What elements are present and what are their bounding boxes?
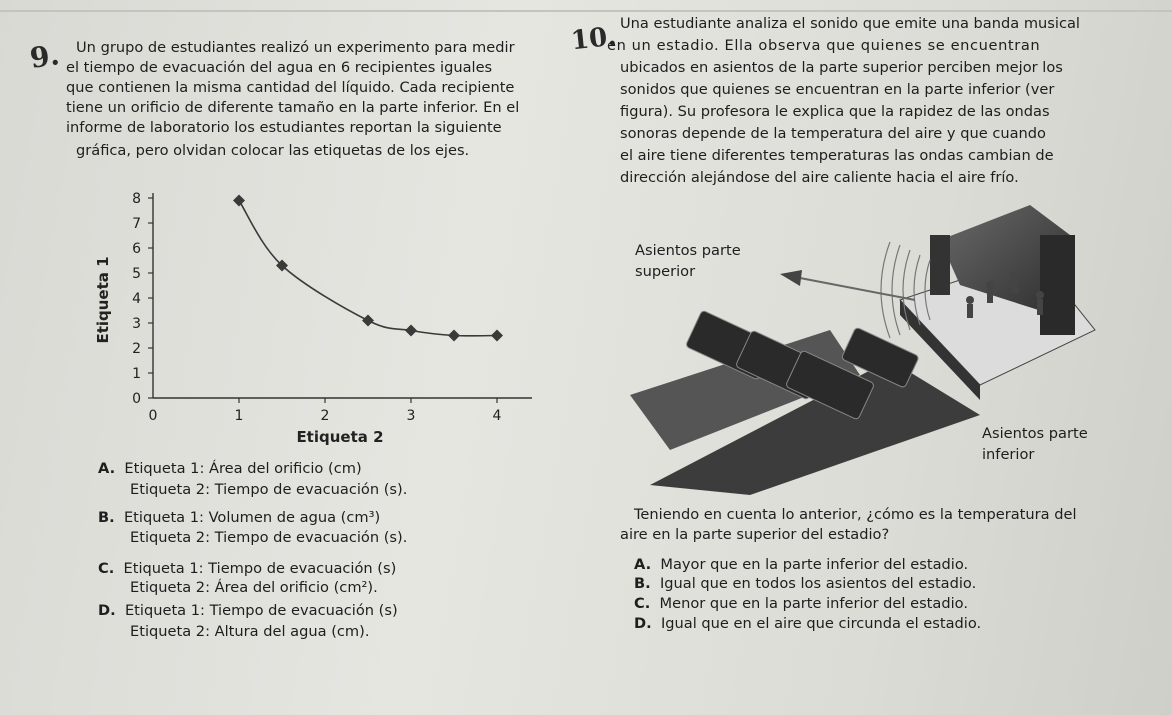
chart-x-tick-label: 2 — [320, 408, 330, 424]
chart-y-tick-label: 3 — [132, 316, 141, 332]
label-lower-seats: Asientos parte — [982, 425, 1088, 442]
chart-y-tick-label: 8 — [132, 191, 141, 207]
stadium-figure — [630, 200, 1100, 495]
option-letter: D. — [98, 602, 116, 619]
chart-data-point — [491, 330, 503, 342]
chart-data-point — [448, 330, 460, 342]
option-text: Igual que en el aire que circunda el estadio. — [660, 615, 982, 632]
chart-x-tick-label: 1 — [234, 408, 244, 424]
option-text: Etiqueta 1: Tiempo de evacuación (s) — [123, 560, 397, 577]
chart-y-tick-label: 4 — [132, 291, 141, 307]
option-text: Etiqueta 2: Tiempo de evacuación (s). — [130, 529, 408, 546]
chart-x-tick-label: 0 — [148, 408, 158, 424]
chart-y-axis-label: Etiqueta 1 — [94, 256, 112, 344]
option-text: Igual que en todos los asientos del estadio. — [659, 575, 977, 592]
option-letter: A. — [634, 556, 652, 573]
option-letter: D. — [634, 615, 652, 632]
q9-stem-line: gráfica, pero olvidan colocar las etiquetas de los ejes. — [76, 142, 470, 159]
q10-option-b[interactable] — [634, 574, 976, 594]
q10-stem-line: dirección alejándose del aire caliente hacia el aire frío. — [620, 169, 1019, 186]
q9-stem-line: el tiempo de evacuación del agua en 6 recipientes iguales — [66, 59, 493, 76]
chart-y-tick-label: 6 — [132, 241, 141, 257]
q10-question-line: Teniendo en cuenta lo anterior, ¿cómo es la temperatura del — [634, 506, 1077, 523]
option-letter: B. — [98, 509, 115, 526]
q9-stem-line: Un grupo de estudiantes realizó un experimento para medir — [76, 39, 515, 56]
q9-stem-line: que contienen la misma cantidad del líquido. Cada recipiente — [66, 79, 515, 96]
chart-y-tick-label: 5 — [132, 266, 141, 282]
q10-stem-line: en un estadio. Ella observa que quienes se encuentran — [607, 37, 1041, 54]
option-letter: C. — [634, 595, 651, 612]
q10-stem-line: el aire tiene diferentes temperaturas las ondas cambian de — [620, 147, 1054, 164]
q10-option-c[interactable] — [634, 594, 968, 614]
chart-data-point — [362, 315, 374, 327]
label-lower-seats: inferior — [982, 446, 1035, 463]
q10-stem-line: ubicados en asientos de la parte superior perciben mejor los — [620, 59, 1063, 76]
option-text: Etiqueta 2: Altura del agua (cm). — [130, 623, 370, 640]
q9-stem-line: tiene un orificio de diferente tamaño en la parte inferior. En el — [66, 99, 520, 116]
option-text: Etiqueta 2: Área del orificio (cm²). — [130, 579, 378, 596]
chart-x-tick-label: 3 — [406, 408, 416, 424]
q9-stem-line: informe de laboratorio los estudiantes reportan la siguiente — [66, 119, 502, 136]
q10-stem-line: sonoras depende de la temperatura del aire y que cuando — [620, 125, 1046, 142]
option-text: Etiqueta 1: Área del orificio (cm) — [124, 460, 362, 477]
option-text: Etiqueta 2: Tiempo de evacuación (s). — [130, 481, 408, 498]
chart-y-tick-label: 0 — [132, 391, 141, 407]
paper-edge — [0, 10, 1172, 12]
q10-question-line: aire en la parte superior del estadio? — [620, 526, 890, 543]
speaker-tower — [1040, 235, 1075, 335]
option-letter: A. — [98, 460, 116, 477]
q10-stem-line: Una estudiante analiza el sonido que emite una banda musical — [620, 15, 1080, 32]
arrow-head-icon — [780, 270, 802, 286]
chart-data-point — [405, 325, 417, 337]
question-9-number: 9. — [27, 38, 62, 75]
evacuation-chart — [70, 180, 550, 450]
speaker-tower — [930, 235, 950, 295]
chart-data-point — [233, 195, 245, 207]
option-text: Menor que en la parte inferior del estadio. — [659, 595, 968, 612]
q10-stem-line: sonidos que quienes se encuentran en la parte inferior (ver — [620, 81, 1055, 98]
question-10-number: 10. — [569, 21, 618, 57]
chart-y-tick-label: 2 — [132, 341, 141, 357]
option-text: Etiqueta 1: Tiempo de evacuación (s) — [124, 602, 398, 619]
chart-x-axis-label: Etiqueta 2 — [296, 428, 384, 446]
q10-stem-line: figura). Su profesora le explica que la rapidez de las ondas — [620, 103, 1050, 120]
q10-option-a[interactable] — [634, 555, 968, 575]
chart-y-tick-label: 7 — [132, 216, 141, 232]
option-text: Etiqueta 1: Volumen de agua (cm³) — [123, 509, 381, 526]
option-letter: C. — [98, 560, 115, 577]
label-upper-seats: Asientos parte — [635, 242, 741, 259]
option-letter: B. — [634, 575, 651, 592]
option-text: Mayor que en la parte inferior del estadio. — [660, 556, 969, 573]
label-upper-seats: superior — [635, 263, 696, 280]
sound-direction-arrow — [800, 278, 915, 300]
chart-x-tick-label: 4 — [492, 408, 502, 424]
q10-option-d[interactable] — [634, 614, 981, 634]
chart-y-tick-label: 1 — [132, 366, 141, 382]
